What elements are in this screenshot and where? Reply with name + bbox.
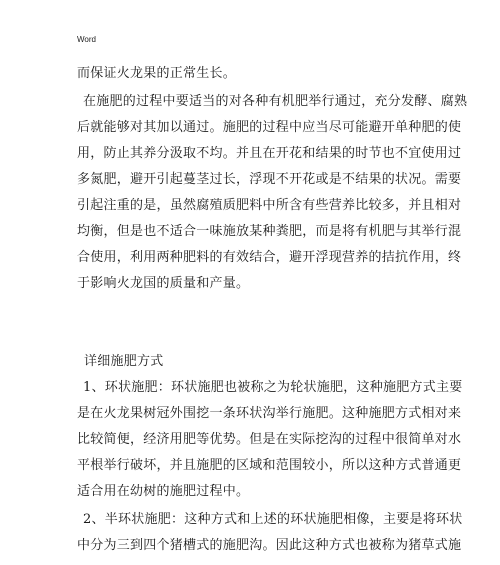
paragraph-line: 是在火龙果树冠外围挖一条环状沟举行施肥。这种施肥方式相对来	[77, 406, 462, 421]
paragraph-line: 引起注重的是，虽然腐殖质肥料中所含有些营养比较多，并且相对	[77, 198, 462, 213]
paragraph-line: 在施肥的过程中要适当的对各种有机肥举行通过，充分发酵、腐熟	[83, 94, 468, 109]
page-header: Word	[77, 35, 96, 44]
paragraph-line: 后就能够对其加以通过。施肥的过程中应当尽可能避开单种肥的使	[77, 120, 462, 135]
section-heading: 详细施肥方式	[84, 354, 164, 369]
paragraph-line: 中分为三到四个猪槽式的施肥沟。因此这种方式也被称为猪草式施	[77, 538, 462, 553]
paragraph-line: 适合用在幼树的施肥过程中。	[77, 484, 250, 499]
paragraph-line: 平根举行破坏，并且施肥的区域和范围较小，所以这种方式普通更	[77, 458, 462, 473]
paragraph-line: 于影响火龙国的质量和产量。	[77, 276, 250, 291]
paragraph-line: 合使用，利用两种肥料的有效结合，避开浮现营养的拮抗作用，终	[77, 250, 462, 265]
paragraph-line: 而保证火龙果的正常生长。	[77, 66, 237, 81]
paragraph-line: 1、环状施肥：环状施肥也被称之为轮状施肥，这种施肥方式主要	[83, 380, 463, 395]
paragraph-line: 2、半环状施肥：这种方式和上述的环状施肥相像，主要是将环状	[83, 512, 463, 527]
bottom-fade	[0, 553, 500, 565]
paragraph-line: 比较简便，经济用肥等优势。但是在实际挖沟的过程中很简单对水	[77, 432, 462, 447]
paragraph-line: 用，防止其养分汲取不均。并且在开花和结果的时节也不宜使用过	[77, 146, 462, 161]
paragraph-line: 多氮肥，避开引起蔓茎过长，浮现不开花或是不结果的状况。需要	[77, 172, 462, 187]
paragraph-line: 均衡，但是也不适合一味施放某种粪肥，而是将有机肥与其举行混	[77, 224, 462, 239]
